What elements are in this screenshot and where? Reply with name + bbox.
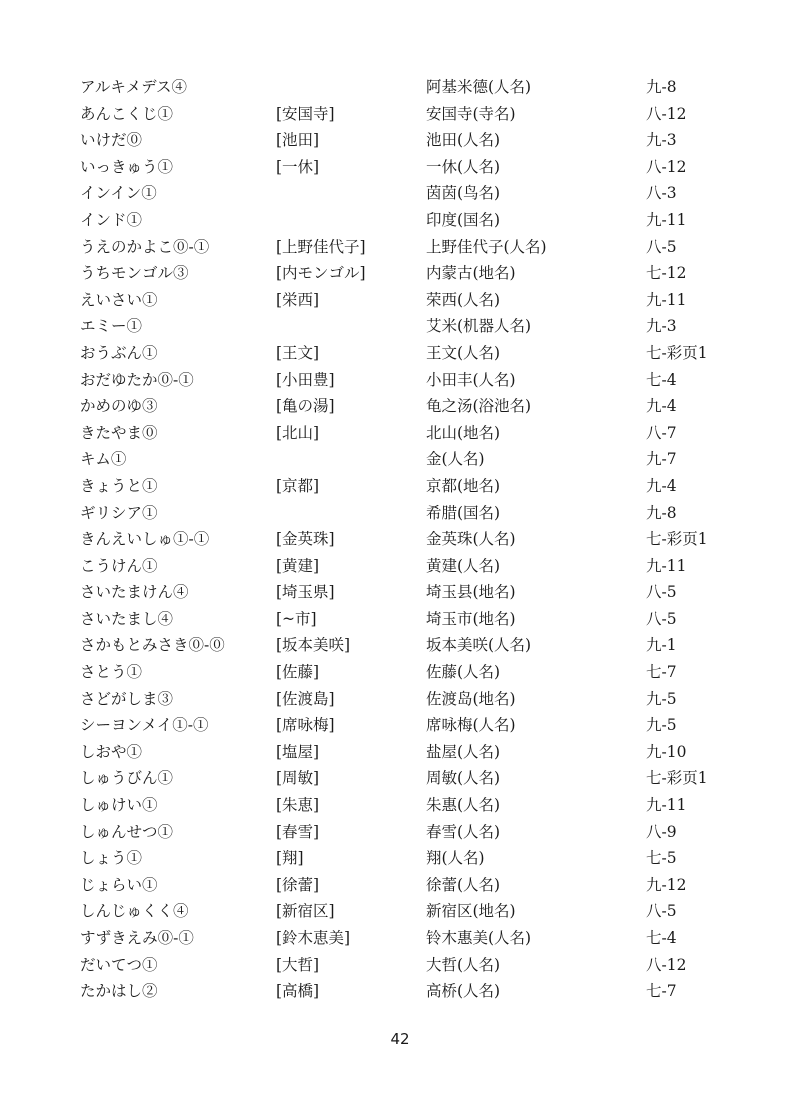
entry-meaning: 安国寺(寺名) (426, 104, 516, 123)
index-entry (80, 792, 740, 819)
entry-kanji: [翔] (276, 849, 304, 868)
entry-reading: いっきゅう① (80, 157, 174, 176)
entry-meaning: 小田丰(人名) (426, 370, 516, 389)
entry-reading: じょらい① (80, 875, 158, 894)
entry-lesson: 七-7 (646, 982, 677, 1001)
entry-kanji: [朱恵] (276, 796, 320, 815)
index-entry (80, 420, 740, 447)
entry-kanji: [北山] (276, 423, 320, 442)
entry-reading: だいてつ① (80, 955, 158, 974)
entry-meaning: 高桥(人名) (426, 982, 501, 1001)
entry-lesson: 八-5 (646, 237, 677, 256)
index-entry (80, 473, 740, 500)
entry-meaning: 京都(地名) (426, 476, 501, 495)
index-entry (80, 154, 740, 181)
entry-kanji: [栄西] (276, 290, 320, 309)
entry-lesson: 九-7 (646, 450, 677, 469)
entry-kanji: [鈴木恵美] (276, 929, 351, 947)
index-entry (80, 898, 740, 925)
entry-reading: しおや① (80, 742, 143, 761)
index-entry (80, 101, 740, 128)
entry-kanji: [王文] (276, 343, 320, 362)
entry-kanji: [周敏] (276, 769, 320, 788)
entry-meaning: 印度(国名) (426, 210, 501, 229)
entry-reading: アルキメデス④ (80, 78, 187, 96)
entry-kanji: [新宿区] (276, 902, 335, 921)
entry-lesson: 八-12 (646, 157, 687, 176)
entry-meaning: 盐屋(人名) (426, 742, 501, 761)
entry-lesson: 九-3 (646, 131, 677, 150)
entry-kanji: [上野佳代子] (276, 237, 366, 256)
entry-reading: ギリシア① (80, 503, 158, 522)
entry-reading: たかはし② (80, 982, 158, 1001)
entry-meaning: 希腊(国名) (426, 503, 501, 522)
index-entry (80, 952, 740, 979)
entry-lesson: 七-12 (646, 264, 687, 283)
entry-lesson: 九-4 (646, 397, 677, 416)
index-entry (80, 765, 740, 792)
entry-meaning: 埼玉市(地名) (426, 609, 516, 628)
index-entry (80, 74, 740, 101)
entry-kanji: [佐渡島] (276, 689, 335, 708)
index-entry (80, 579, 740, 606)
entry-reading: しんじゅくく④ (80, 902, 189, 921)
index-entry (80, 340, 740, 367)
entry-lesson: 九-3 (646, 317, 677, 336)
index-entry (80, 127, 740, 154)
entry-reading: さいたまし④ (80, 609, 174, 628)
index-entry (80, 234, 740, 261)
entry-reading: いけだ⓪ (80, 131, 143, 150)
index-entry (80, 180, 740, 207)
entry-kanji: [一休] (276, 157, 320, 176)
entry-kanji: [席咏梅] (276, 716, 335, 735)
entry-kanji: [京都] (276, 476, 320, 495)
entry-reading: あんこくじ① (80, 104, 174, 123)
entry-lesson: 九-8 (646, 78, 677, 96)
entry-meaning: 北山(地名) (426, 423, 501, 442)
entry-reading: さとう① (80, 663, 143, 682)
entry-reading: こうけん① (80, 556, 158, 575)
entry-meaning: 上野佳代子(人名) (426, 237, 547, 256)
entry-meaning: 黄建(人名) (426, 556, 501, 575)
entry-lesson: 九-5 (646, 716, 677, 735)
index-entry (80, 739, 740, 766)
entry-kanji: [小田豊] (276, 370, 335, 389)
index-entry (80, 659, 740, 686)
entry-lesson: 九-5 (646, 689, 677, 708)
index-entry (80, 260, 740, 287)
index-entry (80, 553, 740, 580)
entry-lesson: 八-5 (646, 902, 677, 921)
entry-meaning: 大哲(人名) (426, 955, 501, 974)
entry-reading: しゅんせつ① (80, 822, 174, 841)
entry-reading: シーヨンメイ①-① (80, 716, 209, 735)
index-entry (80, 686, 740, 713)
entry-lesson: 七-彩页1 (646, 530, 708, 549)
index-entry (80, 446, 740, 473)
entry-lesson: 七-7 (646, 663, 677, 682)
entry-kanji: [金英珠] (276, 530, 335, 549)
entry-meaning: 阿基米德(人名) (426, 78, 532, 96)
index-entry (80, 606, 740, 633)
entry-meaning: 荣西(人名) (426, 290, 501, 309)
entry-lesson: 九-11 (646, 796, 687, 815)
entry-kanji: [~市] (276, 609, 317, 628)
entry-meaning: 铃木惠美(人名) (426, 929, 532, 947)
index-entry (80, 819, 740, 846)
entry-kanji: [内モンゴル] (276, 264, 366, 283)
entry-kanji: [黄建] (276, 556, 320, 575)
entry-kanji: [坂本美咲] (276, 636, 351, 655)
index-entry (80, 500, 740, 527)
entry-reading: キム① (80, 450, 127, 469)
entry-lesson: 九-10 (646, 742, 687, 761)
index-entry (80, 925, 740, 952)
entry-reading: エミー① (80, 317, 143, 336)
entry-meaning: 朱惠(人名) (426, 796, 501, 815)
entry-lesson: 九-11 (646, 556, 687, 575)
entry-meaning: 艾米(机器人名) (426, 317, 532, 336)
entry-lesson: 七-4 (646, 929, 677, 947)
index-entry (80, 712, 740, 739)
index-entry (80, 845, 740, 872)
index-entry (80, 526, 740, 553)
entry-lesson: 八-7 (646, 423, 677, 442)
entry-reading: しょう① (80, 849, 143, 868)
index-entry (80, 632, 740, 659)
entry-meaning: 佐渡岛(地名) (426, 689, 516, 708)
entry-kanji: [池田] (276, 131, 320, 150)
entry-meaning: 坂本美咲(人名) (426, 636, 532, 655)
entry-lesson: 七-彩页1 (646, 343, 708, 362)
entry-reading: きたやま⓪ (80, 423, 158, 442)
index-entry (80, 287, 740, 314)
entry-meaning: 金英珠(人名) (426, 530, 516, 549)
entry-lesson: 八-12 (646, 104, 687, 123)
entry-lesson: 八-3 (646, 184, 677, 203)
index-entry (80, 313, 740, 340)
entry-reading: きんえいしゅ①-① (80, 530, 210, 549)
entry-reading: インド① (80, 210, 143, 229)
entry-reading: インイン① (80, 184, 157, 203)
entry-meaning: 内蒙古(地名) (426, 264, 516, 283)
entry-lesson: 七-彩页1 (646, 769, 708, 788)
index-entry (80, 207, 740, 234)
entry-reading: かめのゆ③ (80, 397, 158, 416)
entry-lesson: 九-1 (646, 636, 677, 655)
entry-meaning: 金(人名) (426, 450, 485, 469)
entry-reading: すずきえみ⓪-① (80, 929, 194, 947)
entry-lesson: 七-5 (646, 849, 677, 868)
entry-kanji: [春雪] (276, 822, 320, 841)
entry-meaning: 徐蕾(人名) (426, 875, 501, 894)
entry-meaning: 席咏梅(人名) (426, 716, 516, 735)
entry-kanji: [佐藤] (276, 663, 320, 682)
entry-lesson: 九-4 (646, 476, 677, 495)
index-entry (80, 393, 740, 420)
entry-reading: しゅうびん① (80, 769, 174, 788)
entry-reading: きょうと① (80, 476, 158, 495)
entry-meaning: 龟之汤(浴池名) (426, 397, 532, 416)
entry-lesson: 九-11 (646, 290, 687, 309)
entry-lesson: 八-5 (646, 609, 677, 628)
index-entry (80, 367, 740, 394)
entry-meaning: 池田(人名) (426, 131, 501, 150)
entry-meaning: 春雪(人名) (426, 822, 501, 841)
page-number: 42 (390, 1030, 410, 1048)
entry-lesson: 九-8 (646, 503, 677, 522)
entry-meaning: 埼玉县(地名) (426, 583, 516, 602)
entry-kanji: [徐蕾] (276, 875, 320, 894)
entry-reading: さどがしま③ (80, 689, 174, 708)
entry-lesson: 八-5 (646, 583, 677, 602)
entry-lesson: 八-9 (646, 822, 677, 841)
index-entry (80, 978, 740, 1005)
entry-kanji: [大哲] (276, 955, 320, 974)
entry-lesson: 九-11 (646, 210, 687, 229)
entry-meaning: 周敏(人名) (426, 769, 501, 788)
entry-reading: しゅけい① (80, 796, 158, 815)
entry-lesson: 九-12 (646, 875, 687, 894)
entry-kanji: [安国寺] (276, 104, 335, 123)
entry-reading: さいたまけん④ (80, 583, 189, 602)
entry-reading: うちモンゴル③ (80, 264, 189, 283)
entry-reading: えいさい① (80, 290, 158, 309)
entry-kanji: [埼玉県] (276, 583, 335, 602)
entry-meaning: 翔(人名) (426, 849, 485, 868)
entry-reading: おうぶん① (80, 343, 158, 362)
entry-reading: さかもとみさき⓪-⓪ (80, 636, 225, 655)
entry-reading: うえのかよこ⓪-① (80, 237, 210, 256)
entry-kanji: [高橋] (276, 982, 320, 1001)
entry-meaning: 王文(人名) (426, 343, 501, 362)
entry-meaning: 茵茵(鸟名) (426, 184, 501, 203)
entry-meaning: 一休(人名) (426, 157, 501, 176)
index-entry (80, 872, 740, 899)
entry-kanji: [塩屋] (276, 742, 320, 761)
entry-meaning: 佐藤(人名) (426, 663, 501, 682)
entry-lesson: 八-12 (646, 955, 687, 974)
entry-reading: おだゆたか⓪-① (80, 370, 194, 389)
entry-lesson: 七-4 (646, 370, 677, 389)
entry-meaning: 新宿区(地名) (426, 902, 516, 921)
name-index-list (80, 74, 740, 1005)
entry-kanji: [亀の湯] (276, 397, 335, 416)
